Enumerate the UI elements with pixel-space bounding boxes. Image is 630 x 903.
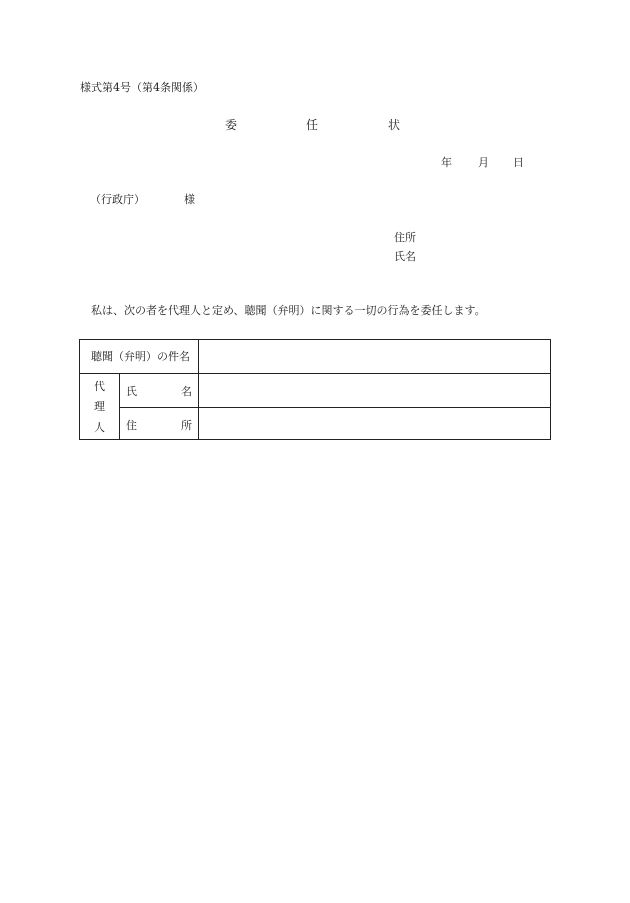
table-row-divider	[119, 407, 551, 408]
addressee-honorific: 様	[184, 193, 195, 206]
agent-address-label	[126, 420, 192, 431]
table-column-divider	[119, 373, 120, 440]
delegation-statement: 私は、次の者を代理人と定め、聴聞（弁明）に関する一切の行為を委任します。	[91, 304, 486, 317]
agent-label-char: 代	[94, 379, 105, 393]
agent-name-label-char: 氏	[126, 385, 137, 398]
mandate-table	[79, 339, 551, 440]
table-row-divider	[80, 373, 551, 374]
agent-name-label-char: 名	[181, 385, 192, 398]
principal-name-label: 氏名	[394, 250, 416, 263]
document-title-char-2: 任	[306, 118, 319, 132]
agent-address-label-char: 住	[126, 419, 137, 432]
addressee-authority: （行政庁）	[90, 193, 145, 206]
agent-address-label-char: 所	[181, 419, 192, 432]
document-title-char-3: 状	[388, 118, 401, 132]
agent-label	[80, 374, 119, 440]
agent-label-char: 理	[94, 400, 105, 414]
agent-name-label	[126, 386, 192, 397]
principal-address-label: 住所	[394, 231, 416, 244]
date-day-label: 日	[513, 156, 524, 169]
document-title-char-1: 委	[225, 118, 238, 132]
date-year-label: 年	[441, 156, 452, 169]
hearing-case-label: 聴聞（弁明）の件名	[91, 350, 190, 363]
date-month-label: 月	[478, 156, 489, 169]
table-column-divider	[198, 340, 199, 440]
agent-label-char: 人	[94, 421, 105, 435]
form-number: 様式第4号（第4条関係）	[80, 81, 204, 94]
